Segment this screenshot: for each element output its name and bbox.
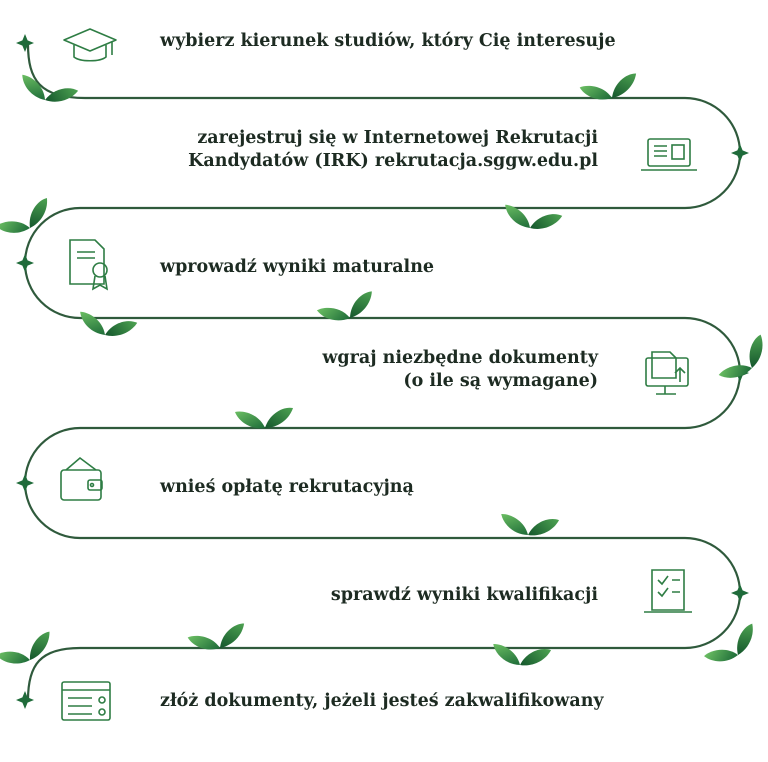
document-upload-icon bbox=[646, 352, 688, 394]
star-marker bbox=[731, 144, 749, 162]
star-marker bbox=[16, 474, 34, 492]
star-marker bbox=[731, 584, 749, 602]
leaf-decoration bbox=[501, 201, 562, 236]
leaf-decoration bbox=[716, 334, 768, 387]
step-5-line-1: wnieś opłatę rekrutacyjną bbox=[160, 477, 414, 497]
leaf-decoration bbox=[702, 623, 763, 670]
step-5-text bbox=[160, 476, 414, 499]
leaf-decoration bbox=[490, 640, 551, 670]
step-7-line-1: złóż dokumenty, jeżeli jesteś zakwalifikowany bbox=[160, 691, 604, 711]
step-6-line-1: sprawdź wyniki kwalifikacji bbox=[330, 585, 598, 605]
star-marker bbox=[16, 34, 34, 52]
leaf-decoration bbox=[235, 408, 293, 429]
step-2-line-1: zarejestruj się w Internetowej Rekrutacji bbox=[197, 128, 598, 148]
step-7-text bbox=[160, 690, 604, 713]
leaf-decoration bbox=[0, 631, 56, 670]
step-2-text bbox=[188, 127, 598, 173]
checklist-laptop-icon bbox=[644, 570, 692, 612]
leaf-decoration bbox=[76, 308, 137, 343]
certificate-icon bbox=[70, 240, 107, 289]
form-browser-icon bbox=[62, 682, 110, 720]
wallet-icon bbox=[61, 458, 102, 500]
star-marker bbox=[16, 254, 34, 272]
star-marker bbox=[16, 691, 34, 709]
step-1-line-1: wybierz kierunek studiów, który Cię interesuje bbox=[160, 31, 616, 51]
leaf-decoration bbox=[498, 510, 559, 540]
step-2-line-2: Kandydatów (IRK) rekrutacja.sggw.edu.pl bbox=[188, 151, 598, 171]
step-3-text bbox=[160, 256, 434, 279]
step-4-line-1: wgraj niezbędne dokumenty bbox=[322, 348, 598, 368]
step-6-text bbox=[331, 584, 598, 607]
step-1-text bbox=[160, 30, 616, 53]
step-3-line-1: wprowadź wyniki maturalne bbox=[160, 257, 435, 277]
laptop-icon bbox=[641, 139, 697, 170]
step-4-line-2: (o ile są wymagane) bbox=[403, 371, 598, 391]
step-4-text bbox=[322, 347, 598, 393]
leaf-decoration bbox=[316, 291, 377, 326]
graduation-cap-icon bbox=[64, 29, 116, 61]
